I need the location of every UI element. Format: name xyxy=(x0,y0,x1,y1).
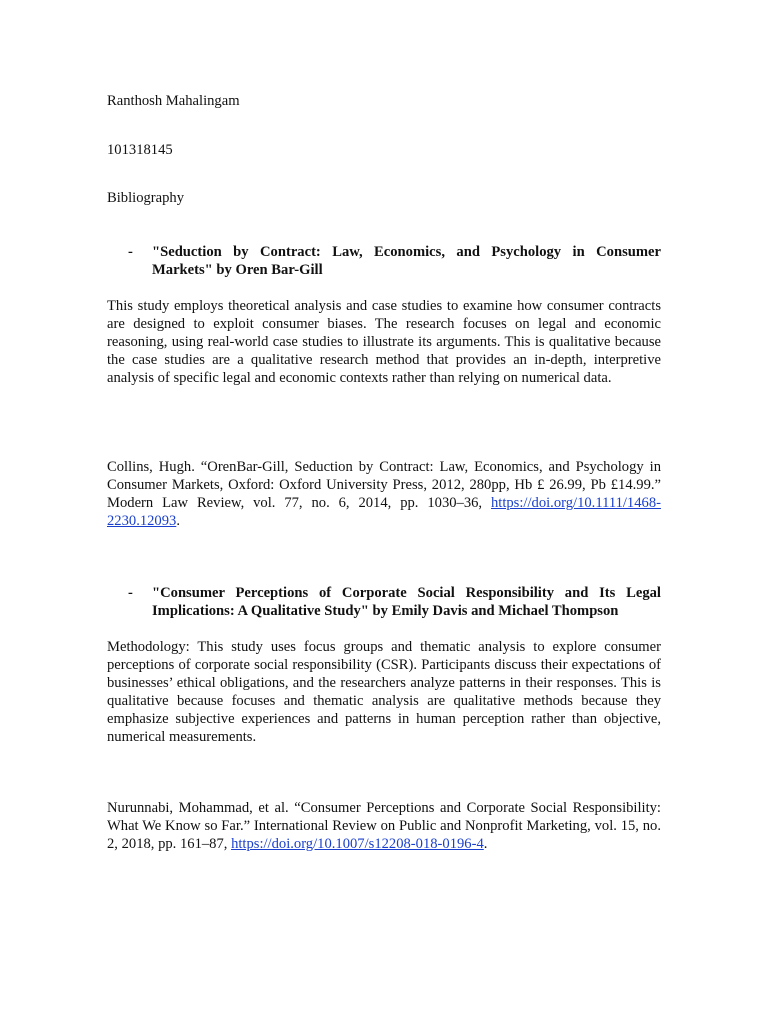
citation-end: . xyxy=(176,512,180,529)
page-heading: Bibliography xyxy=(107,190,185,206)
citation-doi-link[interactable]: https://doi.org/10.1111/1468-2230.12093 xyxy=(107,494,661,529)
citation-end: . xyxy=(483,835,488,852)
citation-2 xyxy=(107,800,661,854)
author-name: Ranthosh Mahalingam xyxy=(107,93,240,109)
citation-text: Nurunnabi, Mohammad, et al. “Consumer Perceptions and Corporate Social Responsibility: What We Know so Far.” International Review on Public and Nonprofit Marketing, vol. 15, no. 2, 2018, pp. 161–87, xyxy=(107,800,661,852)
entry-summary-2: Methodology: This study uses focus groups and thematic analysis to explore consumer perceptions of corporate social responsibility (CSR). Participants discuss their expectations of businesses’ ethical obligations, and the researchers analyze patterns in their responses. This is qualitative because focuses and thematic analysis are qualitative methods because they emphasize subjective experiences and patterns in human perception rather than objective, numerical measurements. xyxy=(107,639,661,745)
citation-doi-link[interactable]: https://doi.org/10.1007/s12208-018-0196-4 xyxy=(231,835,484,852)
citation-text: Collins, Hugh. “OrenBar-Gill, Seduction by Contract: Law, Economics, and Psychology in Consumer Markets, Oxford: Oxford University Press, 2012, 280pp, Hb £ 26.99, Pb £14.99.” Modern Law Review, vol. 77, no. 6, 2014, pp. 1030–36, xyxy=(107,459,661,511)
student-id: 101318145 xyxy=(107,142,173,158)
entry-summary-1: This study employs theoretical analysis and case studies to examine how consumer contracts are designed to exploit consumer biases. The research focuses on legal and economic reasoning, using real-world case studies to illustrate its arguments. This is qualitative because the case studies are a qualitative research method that provides an in-depth, interpretive analysis of specific legal and economic contexts rather than relying on numerical data. xyxy=(107,298,661,386)
entry-title-text: "Consumer Perceptions of Corporate Social Responsibility and Its Legal Implications: A Qualitative Study" by Emily Davis and Michael Thompson xyxy=(152,585,661,619)
entry-title-2 xyxy=(107,585,661,621)
entry-title-text: "Seduction by Contract: Law, Economics, and Psychology in Consumer Markets" by Oren Bar-Gill xyxy=(152,244,661,278)
bullet-dash: - xyxy=(128,244,133,260)
citation-1 xyxy=(107,459,661,531)
entry-title-1 xyxy=(107,244,661,280)
bullet-dash: - xyxy=(128,585,133,601)
